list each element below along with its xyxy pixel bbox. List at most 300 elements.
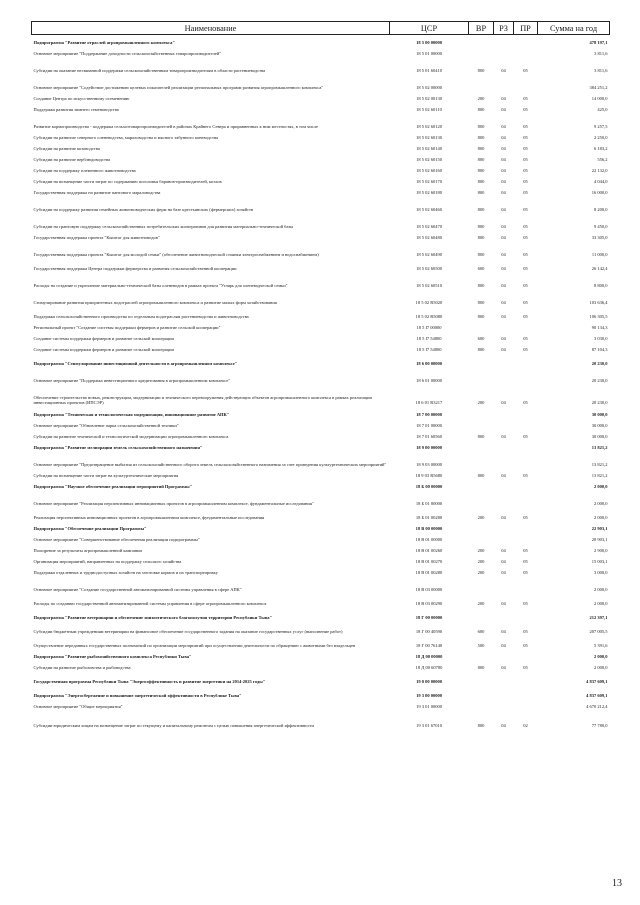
row-rz [494,406,514,418]
row-code: 18 Г 00 40590 [415,629,443,635]
row-code: 18 5 00 00000 [416,40,442,46]
row-rz [494,685,514,699]
row-vr [469,353,494,367]
row-name: Создание Центра по искусственному осеменению [33,96,130,102]
row-sum: 15 003,1 [591,559,608,565]
row-name: Субсидии юридическим лицам на возмещение затрат по текущему и капитальному ремонтам с целью повышения энергетической эффективности [33,723,314,729]
row-vr: 800 [477,179,485,185]
row-rz: 04 [501,400,506,406]
row-sum: 9 257,5 [594,124,608,130]
row-rz: 04 [501,179,506,185]
row-vr: 200 [477,559,485,565]
row-sum: 20 903,1 [591,537,608,543]
row-vr: 800 [477,283,485,289]
row-name: Основное мероприятие "Реализация перспективных инновационных проектов в агропромышленном комплексе, фундаментальные исследования" [33,501,314,507]
row-vr [469,35,494,46]
row-rz [494,699,514,710]
row-rz: 04 [501,157,506,163]
table-row [32,113,610,130]
table-row [32,468,610,479]
row-sum: 30 000,0 [591,423,608,429]
row-code: 18 5 02 60470 [416,224,442,230]
row-name: Региональный проект "Создание системы поддержки фермеров и развитие сельской кооперации" [33,325,221,331]
row-name: Субсидии бюджетным учреждениям ветеринарии на финансовое обеспечение государственного задания на оказание государственных услуг (выполнение работ) [33,629,343,635]
table-row [32,593,610,607]
row-sum: 4 670 212,4 [586,704,608,710]
table-row [32,91,610,102]
row-code: 18 Д 00 00000 [415,654,443,660]
row-name: Основное мероприятие "Поддержание доходности сельскохозяйственных товаропроизводителей" [33,51,222,57]
row-vr [469,46,494,57]
row-name: Поддержка отдаленных и труднодоступных хозяйств на заготовке кормов и их транспортировку [33,570,218,576]
row-pr [514,46,538,57]
row-vr [469,607,494,621]
row-rz: 04 [501,207,506,213]
row-pr: 02 [523,723,528,729]
row-code: 18 Б 00 00000 [415,484,443,490]
row-pr: 05 [523,570,528,576]
row-rz [494,490,514,507]
row-code: 18 5 02 60480 [416,235,442,241]
row-sum: 2 000,0 [594,587,608,593]
row-vr: 800 [477,723,485,729]
row-code: 18 6 00 00000 [416,361,442,367]
row-rz [494,649,514,660]
row-vr: 800 [477,314,485,320]
row-name: Государственная поддержка Центра поддержки фермерства и развития сельскохозяйственной кооперации [33,266,237,272]
row-code: 19 3 01 00000 [416,704,442,710]
row-code: 19 0 00 00000 [416,679,442,685]
table-header-row [32,22,610,35]
row-vr [469,418,494,429]
header-vr: ВР [469,22,494,35]
row-rz: 04 [501,434,506,440]
row-name: Субсидии на грантовую поддержку сельскохозяйственных потребительских кооперативов для развития материально-технической базы [33,224,294,230]
row-name: Основное мероприятие "Поддержка инвестиционного кредитования в агропромышленном комплексе" [33,378,231,384]
row-sum: 207 005,5 [589,629,608,635]
row-name: Создание системы поддержки фермеров и развитие сельской кооперации [33,347,174,353]
table-row [32,342,610,353]
row-sum: 106 305,5 [589,314,608,320]
row-sum: 3 811,6 [594,51,608,57]
table-row [32,565,610,576]
row-rz: 04 [501,283,506,289]
row-pr: 05 [523,107,528,113]
row-name: Реализация перспективных инновационных проектов в агропромышленном комплексе, фундаментальные исследования [33,515,265,521]
table-row [32,554,610,565]
row-code: 18 В 01 00270 [415,559,443,565]
row-sum: 30 000,0 [591,434,608,440]
row-code: 18 7 01 60560 [416,434,442,440]
row-pr: 05 [523,252,528,258]
row-sum: 2 900,0 [594,548,608,554]
row-name: Основное мероприятие "Общие мероприятия" [33,704,123,710]
row-code: 18 9 03 00000 [416,462,442,468]
row-sum: 87 104,3 [591,347,608,353]
row-sum: 90 134,3 [591,325,608,331]
table-row [32,35,610,46]
row-rz: 04 [501,107,506,113]
row-pr [514,74,538,91]
row-name: Субсидии на поддержку развития семейных животноводческих ферм на базе крестьянских (фермерских) хозяйств [33,207,254,213]
row-code: 18 5 02 60120 [416,124,442,130]
row-name: Подпрограмма "Энергосбережение и повышение энергетической эффективности в Республике Тыва" [33,693,242,699]
row-sum: 16 000,0 [591,190,608,196]
row-rz [494,576,514,593]
row-sum: 3 000,0 [594,570,608,576]
row-pr: 05 [523,266,528,272]
row-sum: 556,2 [597,157,608,163]
row-rz [494,367,514,384]
header-sum: Сумма на год [538,22,610,35]
row-sum: 3 030,0 [594,336,608,342]
row-code: 18 В 01 00000 [415,537,443,543]
row-sum: 20 230,0 [591,361,608,367]
row-vr [469,521,494,532]
row-name: Стимулирование развития приоритетных подотраслей агропромышленного комплекса и развитие малых форм хозяйствования [33,300,277,306]
row-pr: 05 [523,179,528,185]
row-rz: 04 [501,601,506,607]
row-pr [514,479,538,490]
row-vr [469,576,494,593]
row-vr: 200 [477,570,485,576]
row-name: Государственная поддержка проекта "Кыштаг для животноводов" [33,235,160,241]
table-row [32,152,610,163]
row-rz [494,46,514,57]
row-name: Расходы на создание и укрепление материально-технической базы оленеводов в рамках проекта "Углярь для оленеводческой семьи" [33,283,288,289]
row-pr: 05 [523,665,528,671]
row-rz [494,532,514,543]
row-code: 18 9 00 00000 [416,445,442,451]
row-sum: 9 450,0 [594,224,608,230]
row-vr [469,671,494,685]
row-code: 18 5 02 60490 [416,252,442,258]
row-code: 18 5 02 60140 [416,146,442,152]
table-row [32,272,610,289]
row-rz: 04 [501,548,506,554]
row-pr: 05 [523,207,528,213]
row-rz: 04 [501,190,506,196]
row-rz: 04 [501,146,506,152]
table-row [32,699,610,710]
header-name: Наименование [32,22,390,35]
table-row [32,429,610,440]
row-code: 18 5 02 60500 [416,266,442,272]
table-row [32,384,610,406]
row-vr [469,479,494,490]
row-name: Подпрограмма "Обеспечение реализации Программы" [33,526,147,532]
row-name: Государственная поддержка на развитие пантового мараловодства [33,190,161,196]
table-row [32,607,610,621]
table-row [32,74,610,91]
table-row [32,660,610,671]
row-vr: 800 [477,252,485,258]
header-pr: ПР [514,22,538,35]
row-pr: 05 [523,168,528,174]
row-name: Субсидии на возмещение части затрат по содержанию поголовья баранов-производителей, козлов [33,179,222,185]
row-vr: 800 [477,124,485,130]
table-row [32,196,610,213]
row-sum: 2 000,0 [594,484,608,490]
row-code: 18 5 02 60160 [416,168,442,174]
row-pr: 05 [523,548,528,554]
row-rz: 04 [501,168,506,174]
row-pr: 05 [523,559,528,565]
row-code: 18 Б 01 00000 [415,501,443,507]
row-name: Субсидии на развитие козоводства [33,146,100,152]
table-row [32,685,610,699]
row-rz [494,35,514,46]
row-pr [514,451,538,468]
row-pr: 05 [523,643,528,649]
row-pr: 05 [523,473,528,479]
row-pr [514,418,538,429]
table-row [32,353,610,367]
table-row [32,576,610,593]
table-row [32,141,610,152]
row-name: Основное мероприятие "Совершенствование обеспечения реализации подпрограммы" [33,537,200,543]
row-sum: 22 132,0 [591,168,608,174]
row-sum: 2 000,0 [594,501,608,507]
row-sum: 103 636,4 [589,300,608,306]
row-code: 18 5 02 60180 [416,190,442,196]
row-rz: 04 [501,252,506,258]
row-rz: 04 [501,314,506,320]
row-pr [514,649,538,660]
row-name: Основное мероприятие "Предотвращение выбытия из сельскохозяйственного оборота земель сельскохозяйственного назначения за счет проведения культуртехнических мероприятий" [33,462,387,468]
row-pr [514,406,538,418]
table-row [32,451,610,468]
table-row [32,241,610,258]
row-pr: 05 [523,336,528,342]
row-sum: 13 821,2 [591,462,608,468]
row-rz [494,671,514,685]
row-sum: 3 811,6 [594,68,608,74]
row-sum: 478 197,1 [589,40,608,46]
row-name: Подпрограмма "Развитие отраслей агропромышленного комплекса" [33,40,175,46]
row-code: 18 5 02 R5080 [415,314,443,320]
table-row [32,621,610,635]
row-rz: 04 [501,300,506,306]
row-code: 18 В 01 00280 [415,570,443,576]
table-row [32,440,610,451]
row-code: 18 5 02 00000 [416,85,442,91]
row-vr [469,532,494,543]
row-rz: 04 [501,723,506,729]
row-vr [469,685,494,699]
row-pr: 05 [523,235,528,241]
row-code: 18 7 00 00000 [416,412,442,418]
row-name: Подпрограмма "Развитие мелиорации земель сельскохозяйственного назначения" [33,445,203,451]
row-code: 18 В 00 00000 [415,526,443,532]
row-vr [469,440,494,451]
row-rz: 04 [501,224,506,230]
row-code: 18 5 I7 00000 [416,325,442,331]
table-row [32,130,610,141]
row-pr [514,320,538,331]
row-name: Субсидии на развитие технической и технологической модернизации агропромышленного комплекса [33,434,229,440]
header-rz: РЗ [494,22,514,35]
table-row [32,57,610,74]
row-sum: 2 000,0 [594,515,608,521]
row-name: Поощрение за результаты агропромышленной кампании [33,548,142,554]
row-pr: 05 [523,314,528,320]
row-rz [494,521,514,532]
row-name: Субсидии на развитие верблюдоводства [33,157,111,163]
row-code: 18 5 02 60130 [416,135,442,141]
row-pr: 05 [523,157,528,163]
row-code: 18 5 02 R5020 [415,300,443,306]
row-vr: 200 [477,96,485,102]
row-sum: 384 251,2 [589,85,608,91]
table-row [32,521,610,532]
row-sum: 20 230,0 [591,378,608,384]
row-vr: 800 [477,168,485,174]
row-rz [494,74,514,91]
row-rz: 04 [501,629,506,635]
row-code: 18 Б 01 00280 [415,515,443,521]
row-pr: 05 [523,124,528,130]
row-name: Поддержка развития зимнего семеноводства [33,107,119,113]
row-sum: 4 044,0 [594,179,608,185]
row-sum: 4 837 609,1 [586,679,608,685]
row-sum: 2 000,0 [594,601,608,607]
row-sum: 22 903,1 [591,526,608,532]
row-name: Осуществление переданных государственных полномочий по организации мероприятий при осуществлении деятельности по обращению с животными без владельцев [33,643,356,649]
row-vr: 600 [477,266,485,272]
row-sum: 33 305,0 [591,235,608,241]
row-code: 18 5 I7 54800 [416,347,442,353]
row-vr [469,490,494,507]
row-rz: 04 [501,559,506,565]
header-code: ЦСР [390,22,469,35]
row-vr [469,320,494,331]
row-name: Подпрограмма "Развитие рыбохозяйственного комплекса Республики Тыва" [33,654,192,660]
row-pr: 05 [523,629,528,635]
row-name: Основное мероприятие "Обновление парка сельскохозяйственной техники" [33,423,179,429]
row-rz: 04 [501,643,506,649]
row-pr: 05 [523,283,528,289]
row-rz [494,418,514,429]
row-code: 18 5 02 60460 [416,207,442,213]
row-vr: 800 [477,135,485,141]
row-pr: 05 [523,601,528,607]
row-vr: 600 [477,629,485,635]
row-name: Организация мероприятий, направленных на поддержку сельского хозяйства [33,559,182,565]
row-name: Подпрограмма "Стимулирование инвестиционной деятельности в агропромышленном комплексе" [33,361,238,367]
row-pr [514,532,538,543]
row-code: 19 3 00 00000 [416,693,442,699]
row-vr: 800 [477,434,485,440]
table-row [32,174,610,185]
table-row [32,185,610,196]
table-row [32,710,610,729]
row-rz: 04 [501,124,506,130]
row-rz [494,479,514,490]
row-name: Субсидии на развитие северного оленеводства, мараловодства и мясного табунного коневодства [33,135,219,141]
row-code: 18 5 02 60170 [416,179,442,185]
row-rz: 04 [501,235,506,241]
table-row [32,331,610,342]
row-vr [469,367,494,384]
table-row [32,367,610,384]
row-vr: 800 [477,347,485,353]
row-vr: 800 [477,207,485,213]
row-vr [469,699,494,710]
row-pr: 05 [523,190,528,196]
row-name: Подпрограмма "Развитие ветеринарии и обеспечение эпизоотического благополучия территории Республики Тыва" [33,615,272,621]
row-name: Развитие кормопроизводства - поддержка сельхозтоваропроизводителей в районах Крайнего Севера и приравненных к ним местностях, в том числе [33,124,318,130]
row-code: 18 5 02 60510 [416,283,442,289]
row-code: 18 5 I7 54800 [416,336,442,342]
row-sum: 11 000,0 [591,252,608,258]
row-sum: 8 800,0 [594,283,608,289]
row-vr: 200 [477,601,485,607]
row-pr [514,521,538,532]
table-row [32,306,610,320]
row-code: 18 В 03 00290 [415,601,443,607]
row-pr [514,699,538,710]
row-vr: 200 [477,548,485,554]
row-pr: 05 [523,68,528,74]
row-name: Основное мероприятие "Создание государственной автоматизированной системы управления в сфере АПК" [33,587,242,593]
row-code: 19 3 01 67010 [416,723,442,729]
row-pr [514,576,538,593]
document-sheet [31,21,609,729]
row-pr [514,440,538,451]
row-vr: 800 [477,68,485,74]
row-sum: 425,0 [597,107,608,113]
row-code: 18 9 03 R5680 [415,473,443,479]
row-name: Подпрограмма "Научное обеспечение реализации мероприятий Программы" [33,484,193,490]
table-body [32,35,610,729]
row-sum: 5 391,6 [594,643,608,649]
table-row [32,230,610,241]
row-code: 18 6 01 R3217 [415,400,443,406]
table-row [32,635,610,649]
row-name: Обеспечение строительства новых, реконструкции, модернизации и технического перевооружения действующих объектов агропромышленного комплекса в рамках реализации инвестиционных проектов (ИПСЭР) [33,395,372,406]
budget-table [31,21,610,729]
table-row [32,418,610,429]
row-vr: 800 [477,300,485,306]
row-vr: 200 [477,400,485,406]
row-sum: 212 397,1 [589,615,608,621]
table-row [32,507,610,521]
row-name: Субсидии на оказание несвязанной поддержки сельскохозяйственным товаропроизводителям в области растениеводства [33,68,266,74]
table-row [32,543,610,554]
row-vr: 800 [477,224,485,230]
row-rz: 04 [501,515,506,521]
row-sum: 20 230,0 [591,400,608,406]
row-pr: 05 [523,96,528,102]
table-row [32,289,610,306]
row-pr: 05 [523,434,528,440]
row-code: 18 6 01 00000 [416,378,442,384]
row-vr [469,406,494,418]
row-code: 18 Д 00 60780 [415,665,443,671]
row-rz [494,353,514,367]
row-code: 18 В 03 00000 [415,587,443,593]
row-vr: 800 [477,665,485,671]
row-pr [514,685,538,699]
row-name: Субсидии на возмещение части затрат на культуртехнические мероприятия [33,473,179,479]
row-pr: 05 [523,224,528,230]
row-name: Государственная программа Республики Тыва "Энергоэффективность и развитие энергетики на 2014-2025 годы" [33,679,266,685]
row-pr: 05 [523,347,528,353]
row-name: Расходы по созданию государственной автоматизированной системы управления в сфере агропромышленного комплекса [33,601,267,607]
table-row [32,671,610,685]
row-pr [514,353,538,367]
